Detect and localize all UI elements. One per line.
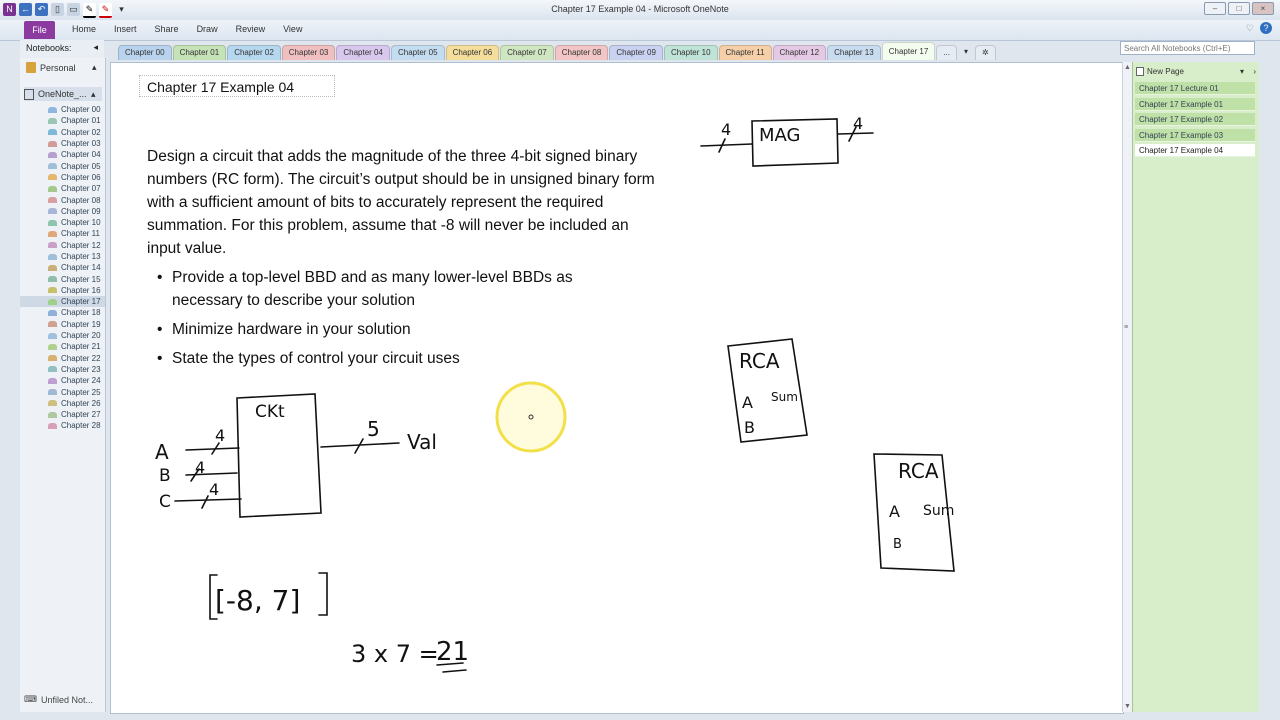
ink-width-4: 4 — [195, 458, 206, 477]
ink-range: [-8, 7] — [215, 584, 301, 617]
ink-wire-out — [321, 443, 399, 447]
section-icon — [48, 129, 57, 135]
window-title: Chapter 17 Example 04 - Microsoft OneNote — [551, 4, 729, 14]
section-icon — [48, 355, 57, 361]
ink-rca-label: RCA — [898, 459, 939, 483]
section-item[interactable] — [20, 183, 105, 194]
bullet-item[interactable] — [157, 347, 637, 370]
section-label: Chapter 18 — [61, 308, 101, 318]
section-item[interactable] — [20, 364, 105, 375]
section-icon — [48, 118, 57, 124]
section-item[interactable] — [20, 375, 105, 386]
section-item[interactable] — [20, 262, 105, 273]
ink-input-b: B — [159, 466, 171, 486]
section-label: Chapter 27 — [61, 410, 101, 420]
section-item[interactable] — [20, 273, 105, 284]
ink-rca-box-2 — [874, 454, 954, 571]
section-item[interactable] — [20, 149, 105, 160]
ink-rca-label: RCA — [739, 349, 780, 373]
ink-input-c: C — [159, 492, 171, 512]
ink-wire-c — [175, 499, 241, 501]
section-label: Chapter 10 — [61, 218, 101, 228]
page-tab[interactable]: Chapter 17 Lecture 01 — [1135, 82, 1255, 95]
ink-mag-out-width: 4 — [853, 114, 864, 133]
bullet-item[interactable] — [157, 318, 637, 341]
section-icon — [48, 378, 57, 384]
tab-share[interactable]: Share — [154, 24, 179, 34]
ink-mag-out — [838, 133, 873, 134]
section-item[interactable] — [20, 285, 105, 296]
section-label: Chapter 23 — [61, 364, 101, 374]
ink-bus-slash — [191, 469, 199, 481]
new-page-button[interactable] — [1136, 65, 1256, 78]
section-icon — [48, 310, 57, 316]
new-page-dropdown-icon[interactable]: ▾ — [1239, 67, 1244, 76]
notebook-onenote-label: OneNote_... — [38, 89, 87, 99]
onenote-logo-icon: N — [3, 3, 16, 16]
section-label: Chapter 02 — [61, 127, 101, 137]
section-item[interactable] — [20, 330, 105, 341]
section-tab[interactable]: Chapter 03 — [282, 45, 336, 60]
page-tabs-pane — [1132, 62, 1259, 712]
ink-rca-sum: Sum — [923, 503, 955, 519]
ink-underline — [437, 663, 466, 672]
ink-rca-box-1 — [728, 339, 807, 442]
section-item[interactable] — [20, 127, 105, 138]
section-icon — [48, 107, 57, 113]
section-label: Chapter 28 — [61, 421, 101, 431]
page-tab[interactable]: Chapter 17 Example 02 — [1135, 113, 1255, 126]
section-tab[interactable]: Chapter 04 — [336, 45, 390, 60]
fullpage-icon[interactable]: ▭ — [67, 3, 80, 16]
problem-statement[interactable]: Design a circuit that adds the magnitude of the three 4-bit signed binary numbers (RC form). The circuit’s output should be in unsigned binary form with a sufficient amount of bits to accurately represent the required summation. For this problem, assume that -8 will never be included an input value. — [147, 148, 655, 257]
ink-wire-b — [186, 473, 237, 475]
section-item[interactable] — [20, 104, 105, 115]
unfiled-notes-icon: ⌨ — [24, 694, 37, 704]
notebook-personal-label: Personal — [40, 62, 76, 73]
section-label: Chapter 20 — [61, 331, 101, 341]
section-label: Chapter 26 — [61, 398, 101, 408]
section-icon — [48, 299, 57, 305]
ink-circuit-box — [237, 394, 321, 517]
section-label: Chapter 22 — [61, 353, 101, 363]
section-icon — [48, 366, 57, 372]
section-item[interactable] — [20, 420, 105, 431]
section-icon — [48, 208, 57, 214]
section-label: Chapter 17 — [61, 297, 101, 307]
section-tab[interactable]: Chapter 09 — [609, 45, 663, 60]
section-item[interactable] — [20, 228, 105, 239]
ink-rca-a: A — [742, 393, 753, 412]
page-tab[interactable]: Chapter 17 Example 04 — [1135, 144, 1255, 157]
notebook-icon — [24, 89, 34, 100]
ink-bus-slash — [212, 443, 219, 454]
ink-bus-slash — [719, 139, 725, 152]
section-label: Chapter 19 — [61, 319, 101, 329]
page-canvas[interactable] — [110, 62, 1124, 714]
section-icon — [48, 141, 57, 147]
section-item[interactable] — [20, 217, 105, 228]
tabs-dropdown-icon[interactable]: ▾ — [963, 47, 968, 56]
section-label: Chapter 01 — [61, 116, 101, 126]
section-label: Chapter 08 — [61, 195, 101, 205]
ink-bus-slash — [849, 127, 856, 141]
expand-icon[interactable]: ▴ — [92, 62, 97, 72]
collapse-pages-icon[interactable]: › — [1253, 67, 1256, 76]
section-icon — [48, 321, 57, 327]
section-icon — [48, 423, 57, 429]
page-tab[interactable]: Chapter 17 Example 01 — [1135, 98, 1255, 111]
section-label: Chapter 21 — [61, 342, 101, 352]
page-tab[interactable]: Chapter 17 Example 03 — [1135, 129, 1255, 142]
close-button[interactable]: × — [1252, 2, 1274, 15]
section-icon — [48, 333, 57, 339]
section-item[interactable] — [20, 353, 105, 364]
section-item[interactable] — [20, 138, 105, 149]
section-label: Chapter 25 — [61, 387, 101, 397]
more-sections-tab[interactable]: ... — [936, 45, 957, 60]
tab-review[interactable]: Review — [235, 24, 266, 34]
section-tab[interactable]: Chapter 10 — [664, 45, 718, 60]
tab-draw[interactable]: Draw — [196, 24, 218, 34]
bullet-item[interactable] — [157, 266, 637, 309]
expand-ribbon-icon[interactable]: ♡ — [1245, 22, 1254, 33]
collapse-icon[interactable]: ▴ — [91, 88, 96, 99]
ink-mag-box — [752, 119, 838, 166]
section-item[interactable] — [20, 160, 105, 171]
window-controls — [1204, 2, 1274, 15]
section-tab[interactable]: Chapter 13 — [827, 45, 881, 60]
section-label: Chapter 06 — [61, 172, 101, 182]
section-icon — [48, 389, 57, 395]
notebooks-header — [20, 40, 104, 58]
section-label: Chapter 00 — [61, 105, 101, 115]
section-item[interactable] — [20, 386, 105, 397]
section-icon — [48, 254, 57, 260]
section-icon — [48, 412, 57, 418]
section-label: Chapter 14 — [61, 263, 101, 273]
dock-icon[interactable]: ▯ — [51, 3, 64, 16]
notebook-pane — [20, 58, 106, 712]
section-item[interactable] — [20, 115, 105, 126]
section-icon — [48, 276, 57, 282]
section-tab[interactable]: Chapter 08 — [555, 45, 609, 60]
notebook-personal[interactable] — [26, 62, 97, 73]
section-tab[interactable]: Chapter 07 — [500, 45, 554, 60]
section-icon — [48, 152, 57, 158]
section-label: Chapter 13 — [61, 252, 101, 261]
ink-width-4: 4 — [209, 480, 220, 499]
page-title[interactable]: Chapter 17 Example 04 — [139, 75, 335, 97]
notebook-icon — [26, 62, 36, 73]
section-item[interactable] — [20, 319, 105, 330]
ink-rca-sum: Sum — [771, 390, 798, 404]
tab-view[interactable]: View — [283, 24, 303, 34]
ribbon-menu-tabs — [72, 24, 302, 34]
section-icon — [48, 163, 57, 169]
ink-mag-in — [701, 144, 752, 146]
section-tab[interactable]: Chapter 02 — [227, 45, 281, 60]
undo-icon[interactable]: ↶ — [35, 3, 48, 16]
section-label: Chapter 05 — [61, 161, 101, 171]
notebooks-label: Notebooks: — [26, 43, 72, 53]
bullet-icon: • — [157, 350, 163, 367]
ink-calc-left: 3 x 7 = — [351, 640, 439, 668]
section-item[interactable] — [20, 341, 105, 352]
section-item[interactable] — [20, 409, 105, 420]
ink-wire-a — [186, 448, 239, 450]
ink-mag-in-width: 4 — [721, 120, 732, 139]
section-label: Chapter 04 — [61, 150, 101, 160]
new-section-icon[interactable]: ✲ — [975, 45, 996, 60]
minimize-button[interactable]: – — [1204, 2, 1226, 15]
bullet-text: Provide a top-level BBD and as many lower-level BBDs as necessary to describe your solution — [172, 269, 573, 309]
section-label: Chapter 12 — [61, 240, 101, 250]
section-icon — [48, 197, 57, 203]
section-item[interactable] — [20, 194, 105, 205]
ink-bracket-left — [210, 575, 217, 619]
search-input[interactable]: Search All Notebooks (Ctrl+E) — [1120, 41, 1255, 55]
scroll-up-icon[interactable]: ▲ — [1124, 64, 1131, 71]
pen-red-icon[interactable]: ✎ — [99, 3, 112, 18]
section-list — [20, 104, 105, 432]
scroll-down-icon[interactable]: ▼ — [1124, 703, 1131, 710]
section-icon — [48, 220, 57, 226]
section-tab[interactable]: Chapter 06 — [446, 45, 500, 60]
section-tab[interactable]: Chapter 12 — [773, 45, 827, 60]
section-icon — [48, 287, 57, 293]
bullet-text: Minimize hardware in your solution — [172, 321, 411, 338]
section-tab[interactable]: Chapter 11 — [719, 45, 772, 60]
ribbon-help — [1246, 22, 1272, 34]
section-icon — [48, 344, 57, 350]
section-label: Chapter 16 — [61, 285, 101, 295]
section-icon — [48, 186, 57, 192]
section-tab[interactable]: Chapter 00 — [118, 45, 172, 60]
section-icon — [48, 265, 57, 271]
ink-input-a: A — [155, 440, 169, 464]
section-tab[interactable]: Chapter 01 — [173, 45, 227, 60]
notebook-onenote[interactable] — [24, 87, 102, 101]
section-label: Chapter 24 — [61, 376, 101, 386]
pen-black-icon[interactable]: ✎ — [83, 3, 96, 18]
ink-calc-right: 21 — [436, 637, 470, 667]
unfiled-notes[interactable] — [24, 694, 93, 705]
section-item[interactable] — [20, 251, 105, 262]
bullet-icon: • — [157, 269, 163, 286]
section-label: Chapter 15 — [61, 274, 101, 284]
title-bar — [0, 0, 1280, 20]
section-tabs — [118, 42, 997, 60]
ink-width-5: 5 — [367, 417, 380, 441]
new-page-label: New Page — [1147, 67, 1184, 76]
section-label: Chapter 09 — [61, 206, 101, 216]
tab-insert[interactable]: Insert — [114, 24, 137, 34]
pointer-highlight — [497, 383, 565, 451]
ink-width-4: 4 — [215, 426, 226, 445]
ink-val-label: Val — [407, 430, 437, 454]
bullet-text: State the types of control your circuit uses — [172, 350, 460, 367]
section-icon — [48, 400, 57, 406]
ink-ckt-label: CKt — [255, 402, 285, 422]
maximize-button[interactable]: □ — [1228, 2, 1250, 15]
help-icon[interactable]: ? — [1260, 22, 1272, 34]
back-icon[interactable]: ← — [21, 4, 30, 14]
section-item[interactable] — [20, 240, 105, 251]
section-icon — [48, 174, 57, 180]
file-tab[interactable]: File — [24, 21, 55, 39]
section-item[interactable] — [20, 296, 105, 307]
ink-bus-slash — [355, 439, 363, 453]
tab-home[interactable]: Home — [72, 24, 97, 34]
ink-rca-b: B — [893, 537, 902, 552]
section-item[interactable] — [20, 398, 105, 409]
page-scrollbar[interactable] — [1122, 62, 1132, 712]
customize-qat-icon[interactable]: ▾ — [119, 4, 124, 14]
section-item[interactable] — [20, 206, 105, 217]
collapse-nav-icon[interactable]: ◂ — [93, 42, 98, 52]
ink-bus-slash — [202, 496, 208, 508]
ink-rca-a: A — [889, 502, 900, 521]
unfiled-notes-label: Unfiled Not... — [41, 694, 94, 705]
ribbon — [0, 20, 1280, 41]
ink-bracket-right — [319, 573, 327, 615]
section-icon — [48, 242, 57, 248]
section-label: Chapter 11 — [61, 229, 100, 239]
ink-rca-b: B — [744, 418, 755, 437]
bullet-icon: • — [157, 321, 163, 338]
section-item[interactable] — [20, 307, 105, 318]
scroll-thumb[interactable]: ≡ — [1124, 324, 1129, 331]
section-icon — [48, 231, 57, 237]
section-item[interactable] — [20, 172, 105, 183]
section-tab[interactable]: Chapter 17 — [882, 42, 936, 60]
section-label: Chapter 07 — [61, 184, 101, 194]
ink-mag-label: MAG — [759, 125, 801, 146]
section-tab[interactable]: Chapter 05 — [391, 45, 445, 60]
new-page-icon — [1136, 67, 1144, 76]
section-label: Chapter 03 — [61, 139, 101, 149]
